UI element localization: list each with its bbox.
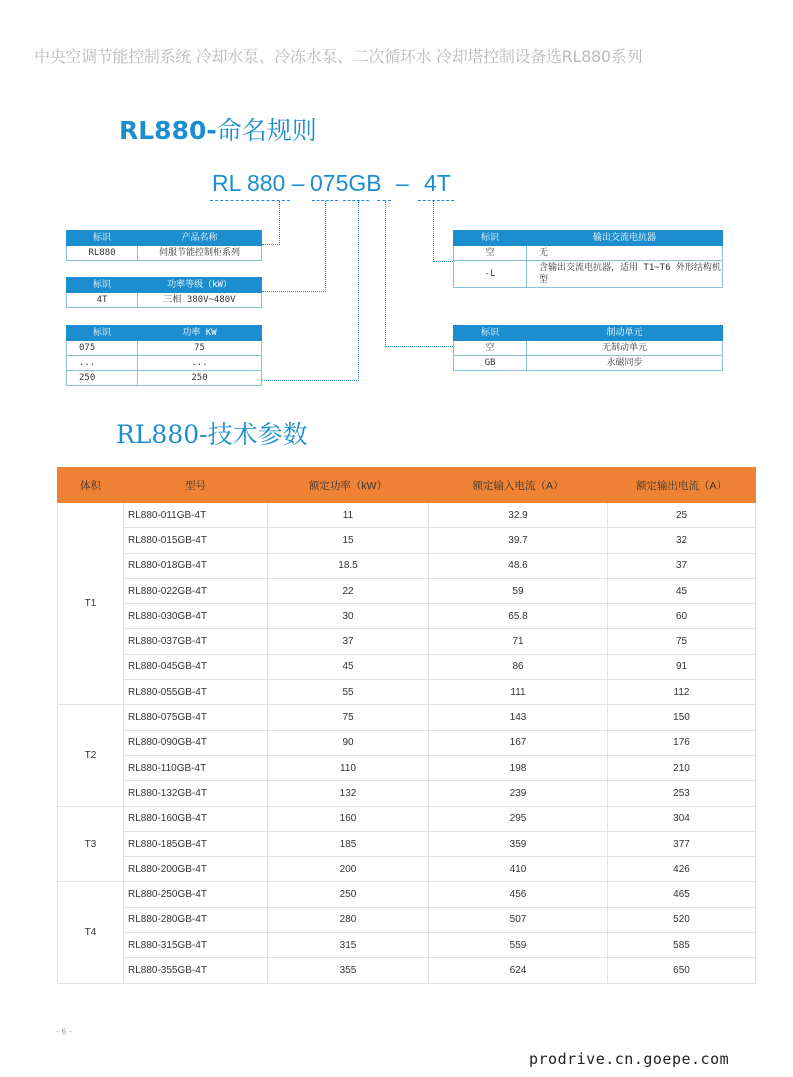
specs-header: 额定功率（kW） [268, 468, 429, 503]
value-cell: 45 [268, 654, 429, 679]
value-cell: 91 [608, 654, 756, 679]
table-row [58, 806, 756, 831]
specs-header: 额定输入电流（A） [429, 468, 608, 503]
product-name-table [66, 230, 262, 261]
table-row [58, 705, 756, 730]
table-cell: 含输出交流电抗器，适用 T1~T6 外形结构机型 [527, 261, 723, 288]
table-cell: 伺服节能控制柜系列 [138, 246, 262, 261]
model-cell: RL880-200GB-4T [124, 857, 268, 882]
connector [262, 291, 326, 292]
value-cell: 176 [608, 730, 756, 755]
value-cell: 520 [608, 907, 756, 932]
table-row [58, 654, 756, 679]
connector [262, 244, 280, 245]
reactor-table [453, 230, 723, 288]
value-cell: 32 [608, 528, 756, 553]
value-cell: 295 [429, 806, 608, 831]
value-cell: 48.6 [429, 553, 608, 578]
table-header: 标识 [67, 326, 138, 341]
value-cell: 71 [429, 629, 608, 654]
value-cell: 426 [608, 857, 756, 882]
value-cell: 60 [608, 604, 756, 629]
table-cell: 250 [67, 371, 138, 386]
naming-title-text: 命名规则 [216, 116, 317, 145]
value-cell: 55 [268, 680, 429, 705]
code-part-sep: – [396, 170, 409, 196]
model-cell: RL880-110GB-4T [124, 755, 268, 780]
model-cell: RL880-018GB-4T [124, 553, 268, 578]
table-row [58, 503, 756, 528]
table-row [58, 958, 756, 983]
table-cell: 空 [454, 246, 527, 261]
value-cell: 185 [268, 831, 429, 856]
table-row [58, 578, 756, 603]
frame-cell: T1 [58, 503, 124, 705]
model-cell: RL880-250GB-4T [124, 882, 268, 907]
specs-title: RL880-技术参数 [116, 420, 308, 449]
value-cell: 239 [429, 781, 608, 806]
value-cell: 75 [268, 705, 429, 730]
value-cell: 65.8 [429, 604, 608, 629]
value-cell: 112 [608, 680, 756, 705]
power-table [66, 325, 262, 386]
frame-cell: T2 [58, 705, 124, 806]
model-cell: RL880-011GB-4T [124, 503, 268, 528]
model-cell: RL880-045GB-4T [124, 654, 268, 679]
value-cell: 507 [429, 907, 608, 932]
value-cell: 559 [429, 933, 608, 958]
table-header: 标识 [454, 326, 527, 341]
table-cell: 三相 380V~480V [138, 293, 262, 308]
connector [385, 201, 386, 347]
value-cell: 86 [429, 654, 608, 679]
table-cell: RL880 [67, 246, 138, 261]
model-cell: RL880-075GB-4T [124, 705, 268, 730]
table-cell: 250 [138, 371, 262, 386]
underline-series [210, 200, 290, 202]
specs-header: 体积 [58, 468, 124, 503]
value-cell: 456 [429, 882, 608, 907]
table-cell: -L [454, 261, 527, 288]
model-cell: RL880-280GB-4T [124, 907, 268, 932]
model-cell: RL880-030GB-4T [124, 604, 268, 629]
table-row [58, 882, 756, 907]
table-row [58, 857, 756, 882]
table-cell: 空 [454, 341, 527, 356]
value-cell: 110 [268, 755, 429, 780]
model-cell: RL880-055GB-4T [124, 680, 268, 705]
value-cell: 210 [608, 755, 756, 780]
value-cell: 15 [268, 528, 429, 553]
model-cell: RL880-185GB-4T [124, 831, 268, 856]
naming-title-bold: RL880- [119, 116, 217, 145]
value-cell: 30 [268, 604, 429, 629]
table-cell: ... [67, 356, 138, 371]
connector [433, 261, 453, 262]
model-cell: RL880-090GB-4T [124, 730, 268, 755]
value-cell: 253 [608, 781, 756, 806]
model-cell: RL880-355GB-4T [124, 958, 268, 983]
value-cell: 304 [608, 806, 756, 831]
table-header: 输出交流电抗器 [527, 231, 723, 246]
value-cell: 250 [268, 882, 429, 907]
connector [262, 380, 359, 381]
value-cell: 585 [608, 933, 756, 958]
code-part-voltage: 4T [424, 170, 451, 196]
table-row [58, 907, 756, 932]
connector [385, 346, 453, 347]
table-cell: 无 [527, 246, 723, 261]
value-cell: 143 [429, 705, 608, 730]
model-cell: RL880-015GB-4T [124, 528, 268, 553]
value-cell: 624 [429, 958, 608, 983]
model-cell: RL880-132GB-4T [124, 781, 268, 806]
value-cell: 45 [608, 578, 756, 603]
specs-header: 型号 [124, 468, 268, 503]
footer-url: prodrive.cn.goepe.com [529, 1050, 730, 1068]
value-cell: 280 [268, 907, 429, 932]
model-cell: RL880-037GB-4T [124, 629, 268, 654]
frame-cell: T4 [58, 882, 124, 983]
value-cell: 650 [608, 958, 756, 983]
naming-rules-title [119, 111, 317, 147]
table-header: 标识 [67, 278, 138, 293]
model-cell: RL880-022GB-4T [124, 578, 268, 603]
underline-option [377, 200, 391, 202]
underline-gb [343, 200, 369, 202]
model-cell: RL880-315GB-4T [124, 933, 268, 958]
table-cell: 4T [67, 293, 138, 308]
value-cell: 410 [429, 857, 608, 882]
table-cell: 75 [138, 341, 262, 356]
page-header-title: 中央空调节能控制系统 冷却水泵、冷冻水泵、二次循环水 冷却塔控制设备选RL880系列 [34, 47, 643, 66]
table-row [58, 831, 756, 856]
table-header: 功率等级（kW） [138, 278, 262, 293]
value-cell: 111 [429, 680, 608, 705]
code-part-power: 075GB [310, 170, 382, 196]
specs-header: 额定输出电流（A） [608, 468, 756, 503]
table-header: 标识 [454, 231, 527, 246]
value-cell: 198 [429, 755, 608, 780]
table-header: 制动单元 [527, 326, 723, 341]
page-number: - 6 - [56, 1027, 72, 1036]
table-header: 标识 [67, 231, 138, 246]
brake-unit-table [453, 325, 723, 371]
value-cell: 132 [268, 781, 429, 806]
connector [358, 201, 359, 381]
connector [325, 201, 326, 292]
table-cell: 075 [67, 341, 138, 356]
power-level-table [66, 277, 262, 308]
value-cell: 11 [268, 503, 429, 528]
table-row [58, 730, 756, 755]
value-cell: 39.7 [429, 528, 608, 553]
value-cell: 315 [268, 933, 429, 958]
table-row [58, 629, 756, 654]
value-cell: 160 [268, 806, 429, 831]
code-part-series: RL 880 – [212, 170, 305, 196]
connector [279, 201, 280, 245]
table-row [58, 528, 756, 553]
value-cell: 359 [429, 831, 608, 856]
connector [433, 201, 434, 262]
value-cell: 377 [608, 831, 756, 856]
value-cell: 37 [608, 553, 756, 578]
value-cell: 90 [268, 730, 429, 755]
value-cell: 75 [608, 629, 756, 654]
value-cell: 22 [268, 578, 429, 603]
table-row [58, 680, 756, 705]
value-cell: 32.9 [429, 503, 608, 528]
table-cell: GB [454, 356, 527, 371]
value-cell: 150 [608, 705, 756, 730]
value-cell: 59 [429, 578, 608, 603]
value-cell: 200 [268, 857, 429, 882]
specs-table [57, 467, 756, 984]
table-header: 产品名称 [138, 231, 262, 246]
table-row [58, 933, 756, 958]
table-cell: 无制动单元 [527, 341, 723, 356]
table-header: 功率 KW [138, 326, 262, 341]
table-row [58, 604, 756, 629]
value-cell: 465 [608, 882, 756, 907]
underline-voltage [418, 200, 454, 202]
table-row [58, 553, 756, 578]
table-row [58, 781, 756, 806]
table-cell: ... [138, 356, 262, 371]
table-row [58, 755, 756, 780]
value-cell: 25 [608, 503, 756, 528]
value-cell: 37 [268, 629, 429, 654]
value-cell: 167 [429, 730, 608, 755]
frame-cell: T3 [58, 806, 124, 882]
model-cell: RL880-160GB-4T [124, 806, 268, 831]
table-cell: 永磁同步 [527, 356, 723, 371]
value-cell: 18.5 [268, 553, 429, 578]
value-cell: 355 [268, 958, 429, 983]
